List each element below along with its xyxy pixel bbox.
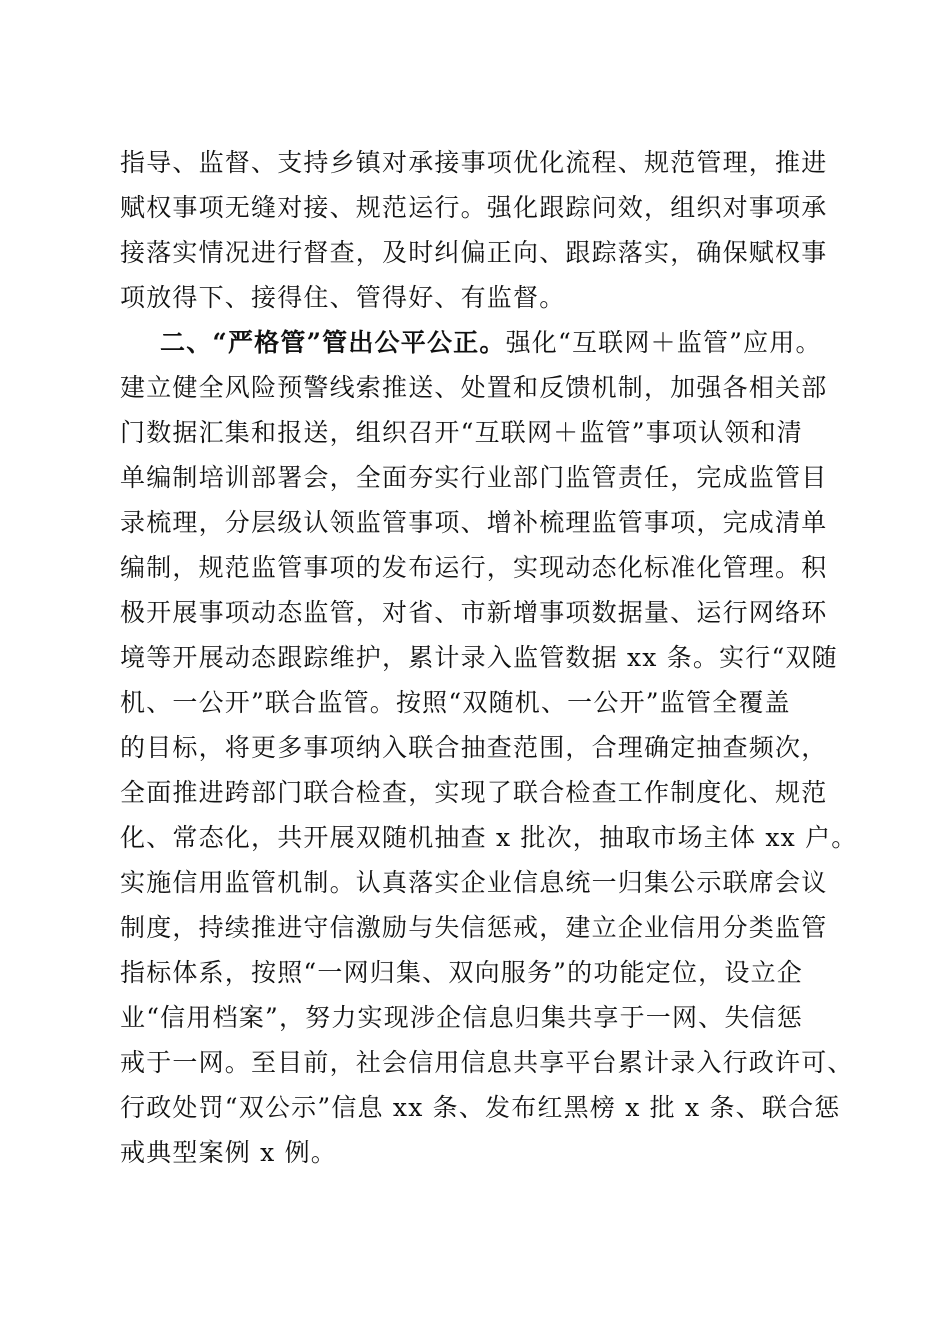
paragraph-line: 实施信用监管机制。认真落实企业信息统一归集公示联席会议: [120, 868, 828, 897]
paragraph-line: 指标体系，按照“一网归集、双向服务”的功能定位，设立企: [120, 958, 803, 987]
section-intro: 强化“互联网＋监管”应用。: [505, 328, 822, 357]
paragraph-line: 录梳理，分层级认领监管事项、增补梳理监管事项，完成清单: [120, 508, 828, 537]
paragraph-line: 全面推进跨部门联合检查，实现了联合检查工作制度化、规范: [120, 778, 828, 807]
paragraph-line: 单编制培训部署会，全面夯实行业部门监管责任，完成监管目: [120, 463, 828, 492]
paragraph-line: 戒典型案例 x 例。: [120, 1138, 337, 1167]
paragraph-line: 项放得下、接得住、管得好、有监督。: [120, 283, 566, 312]
paragraph-line: 机、一公开”联合监管。按照“双随机、一公开”监管全覆盖: [120, 688, 791, 717]
paragraph-line: 戒于一网。至目前，社会信用信息共享平台累计录入行政许可、: [120, 1048, 854, 1077]
paragraph-line: 建立健全风险预警线索推送、处置和反馈机制，加强各相关部: [120, 373, 828, 402]
section-heading-line: [160, 325, 822, 361]
paragraph-line: 赋权事项无缝对接、规范运行。强化跟踪问效，组织对事项承: [120, 193, 828, 222]
paragraph-line: 指导、监督、支持乡镇对承接事项优化流程、规范管理，推进: [120, 148, 828, 177]
paragraph-line: 行政处罚“双公示”信息 xx 条、发布红黑榜 x 批 x 条、联合惩: [120, 1093, 841, 1122]
paragraph-line: 的目标，将更多事项纳入联合抽查范围，合理确定抽查频次，: [120, 733, 828, 762]
paragraph-line: 制度，持续推进守信激励与失信惩戒，建立企业信用分类监管: [120, 913, 828, 942]
paragraph-line: 境等开展动态跟踪维护，累计录入监管数据 xx 条。实行“双随: [120, 643, 838, 672]
paragraph-line: 业“信用档案”，努力实现涉企信息归集共享于一网、失信惩: [120, 1003, 803, 1032]
paragraph-line: 门数据汇集和报送，组织召开“互联网＋监管”事项认领和清: [120, 418, 803, 447]
section-heading: 二、“严格管”管出公平公正。: [160, 328, 506, 357]
paragraph-line: 接落实情况进行督查，及时纠偏正向、跟踪落实，确保赋权事: [120, 238, 828, 267]
paragraph-line: 编制，规范监管事项的发布运行，实现动态化标准化管理。积: [120, 553, 828, 582]
paragraph-line: 极开展事项动态监管，对省、市新增事项数据量、运行网络环: [120, 598, 828, 627]
paragraph-line: 化、常态化，共开展双随机抽查 x 批次，抽取市场主体 xx 户。: [120, 823, 858, 852]
